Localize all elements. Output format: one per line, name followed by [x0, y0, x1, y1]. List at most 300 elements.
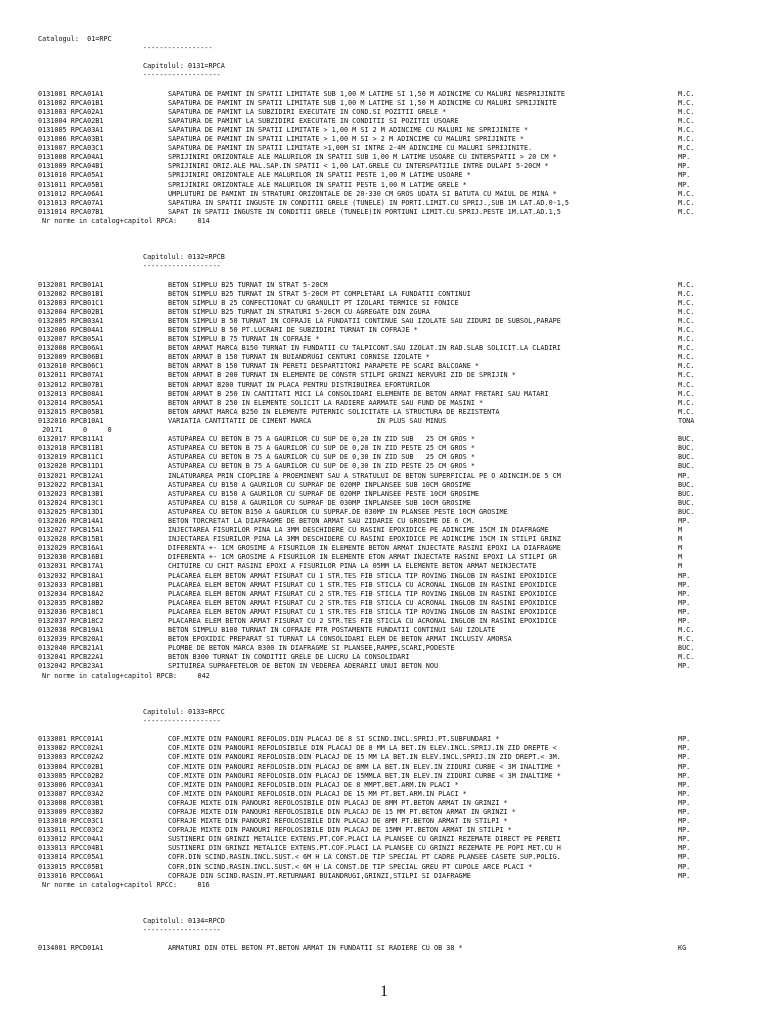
norm-row — [38, 799, 758, 808]
norm-desc: BETON SIMPLU B 50 PT.LUCRARI DE SUBZIDIRI TURNAT IN COFRAJE * — [168, 326, 418, 334]
norm-row — [38, 90, 758, 99]
norm-code: 0132035 RPCB18B2 — [38, 598, 104, 607]
norm-unit: BUC. — [678, 462, 695, 471]
norm-desc: COFRAJE MIXTE DIN PANOURI REFOLOSIBILE DIN PLACAJ DE 15MM PT.BETON ARMAT IN STILPI * — [168, 826, 512, 835]
norm-code: 0132029 RPCB16A1 — [38, 544, 104, 553]
blank-line — [38, 235, 758, 244]
norm-desc: SAPATURA DE PAMINT IN SPATII LIMITATE > 1,00 M SI > 2 M ADINCIME CU MALURI SPRIJINITE * — [168, 135, 525, 144]
norm-unit: MP. — [678, 471, 691, 480]
norm-code: 0133003 RPCC02A2 — [38, 753, 104, 762]
norm-row — [38, 190, 758, 199]
norm-row — [38, 472, 758, 481]
norm-code: 0131011 RPCA05B1 — [38, 180, 104, 189]
norm-row — [38, 171, 758, 180]
norm-row — [38, 763, 758, 772]
norm-desc: PLACAREA ELEM BETON ARMAT FISURAT CU 1 STR.TES FIB STICLA TIP ROVING INGLOB IN RASINI EPOXIDICE — [168, 607, 557, 616]
norm-row — [38, 562, 758, 571]
norm-unit: M.C. — [678, 189, 695, 198]
norm-desc: BETON ARMAT B 250 IN ELEMENTE SOLICIT LA RADIERE AARMATE SAU FUND DE MASINI * — [168, 398, 484, 407]
norm-row — [38, 508, 758, 517]
norm-code: 0131013 RPCA07A1 — [38, 198, 104, 207]
norm-unit: M — [678, 544, 683, 553]
norm-row — [38, 772, 758, 781]
norm-desc: SAPATURA DE PAMINT IN SPATII LIMITATE > 1,00 M SI 2 M ADINCIME CU MALURI NE SPRIJINITE * — [168, 125, 529, 134]
norm-unit: M.C. — [678, 653, 695, 662]
norm-unit: MP. — [678, 817, 691, 826]
chapter-summary: Nr norme in catalog+capitol RPCA: 014 — [42, 216, 210, 225]
norm-desc: BETON ARMAT B 250 IN CANTITATI MICI LA CONSOLIDARI ELEMENTE DE BETON ARMAT FRETARI SAU MATARI — [168, 389, 549, 398]
norm-code: 0132016 RPCB10A1 — [38, 416, 104, 425]
norm-row — [38, 626, 758, 635]
document-page — [38, 35, 758, 953]
norm-row — [38, 126, 758, 135]
blank-line — [38, 271, 758, 280]
catalog-line: Catalogul: 01=RPC — [38, 35, 112, 43]
norm-unit: BUC. — [678, 644, 695, 653]
norm-desc: BETON ARMAT MARCA B250 IN ELEMENTE PUTERNIC SOLICITATE LA STRUCTURA DE REZISTENTA — [168, 407, 500, 416]
norm-desc: SAPATURA DE PAMINT IN SPATII LIMITATE SUB 1,00 M LATIME SI 1,50 M ADINCIME CU MALURI NESPRIJINITE — [168, 89, 565, 98]
page-number: 1 — [380, 983, 388, 1000]
norm-unit: M.C. — [678, 316, 695, 325]
norm-code: 0132005 RPCB03A1 — [38, 316, 104, 325]
norm-desc: ASTUPAREA CU BETON B 75 A GAURILOR CU SUP DE 0,20 IN ZID SUB 25 CM GROS * — [168, 435, 475, 444]
norm-desc: SAPATURA DE PAMINT IN SPATII LIMITATE >1,00M SI INTRE 2-4M ADINCIME CU MALURI SPRIJINITE. — [168, 144, 533, 153]
norm-desc: COF.MIXTE DIN PANOURI REFOLOSIB.DIN PLACAJ DE 15 MM PT.BET.ARM.IN PLACI * — [168, 789, 467, 798]
norm-unit: MP. — [678, 589, 691, 598]
norm-row — [38, 353, 758, 362]
norm-unit: M.C. — [678, 398, 695, 407]
norm-code: 0132037 RPCB18C2 — [38, 617, 104, 625]
norm-code: 0132032 RPCB18A1 — [38, 571, 104, 580]
norm-code: 0131010 RPCA05A1 — [38, 171, 104, 180]
norm-row — [38, 426, 758, 435]
norm-unit: BUC. — [678, 435, 695, 444]
norm-desc: SPITUIREA SUPRAFETELOR DE BETON IN VEDEREA ADERARII UNUI BETON NOU — [168, 662, 439, 671]
norm-row — [38, 317, 758, 326]
norm-row — [38, 853, 758, 862]
norm-row — [38, 117, 758, 126]
norm-desc: INJECTAREA FISURILOR PINA LA 3MM DESCHIDERE CU RASINI EPOXIDICE PE ADINCIME 15CM IN DIAFRAGME — [168, 526, 549, 535]
norm-code: 0131008 RPCA04A1 — [38, 153, 104, 162]
norm-desc: SAPATURA DE PAMINT LA SUBZIDIRI EXECUTATE IN COND.SI POZITII GRELE * — [168, 107, 447, 116]
norm-row — [38, 208, 758, 217]
norm-desc: DIFERENTA +- 1CM GROSIME A FISURILOR IN ELEMENTE ETON ARMAT INJECTATE RASINI EPOXI LA STILPI GR — [168, 553, 557, 562]
norm-code: 0132019 RPCB11C1 — [38, 453, 104, 462]
norm-row — [38, 644, 758, 653]
norm-desc: COFRAJE DIN SCIND.RASIN.PT.RETURNARI BUIANDRUGI,GRINZI,STILPI SI DIAFRAGME — [168, 871, 471, 880]
norm-code: 0133011 RPCC03C2 — [38, 826, 104, 835]
norm-code: 0132028 RPCB15B1 — [38, 535, 104, 544]
norm-desc: BETON SIMPLU B 25 CONFECTIONAT CU GRANULIT PT IZOLARI TERMICE SI FONICE — [168, 298, 459, 307]
norm-row — [38, 844, 758, 853]
norm-desc: COFR.DIN SCIND.RASIN.INCL.SUST.< 6M H LA CONST.DE TIP SPECIAL GREU PT CUPOLE ARCE PLACI * — [168, 862, 533, 871]
norm-unit: M.C. — [678, 98, 695, 107]
norm-desc: COF.MIXTE DIN PANOURI REFOLOSIB.DIN PLACAJ DE 8 MMPT.BET.ARM.IN PLACI * — [168, 780, 459, 789]
norm-row — [38, 490, 758, 499]
norm-unit: MP. — [678, 853, 691, 862]
norm-row — [38, 108, 758, 117]
norm-unit: MP. — [678, 762, 691, 771]
norm-unit: MP. — [678, 180, 691, 189]
norm-code: 0133008 RPCC03B1 — [38, 798, 104, 807]
norm-code: 0131003 RPCA02A1 — [38, 107, 104, 116]
norm-desc: UMPLUTURI DE PAMINT IN STRATURI ORIZONTALE DE 20-330 CM GROS UDATA SI BATUTA CU MAIUL DE MINA * — [168, 189, 557, 198]
norm-unit: MP. — [678, 871, 691, 880]
chapter-title: Capitolul: 0132=RPCB — [143, 253, 225, 262]
norm-code: 0132010 RPCB06C1 — [38, 362, 104, 371]
norm-row — [38, 290, 758, 299]
norm-desc: COF.MIXTE DIN PANOURI REFOLOSIB.DIN PLACAJ DE 8MM LA BET.IN ELEV.IN ZIDURI CURBE < 3M INALTIME * — [168, 762, 561, 771]
norm-unit: KG — [678, 944, 687, 953]
norm-desc: SPRIJINIRI ORIZ.ALE MAL.SAP.IN SPATII < 1,00 LAT.GRELE CU INTERSPATIILE INTRE DULAPI 5-20CM * — [168, 162, 549, 171]
norm-desc: BETON SIMPLU B25 TURNAT IN STRATURI 5-20CM CU AGREGATE DIN ZGURA — [168, 307, 430, 316]
norm-code: 0132018 RPCB11B1 — [38, 444, 104, 453]
norm-row — [38, 808, 758, 817]
norm-row — [38, 817, 758, 826]
norm-unit: MP. — [678, 780, 691, 789]
norm-code: 0132012 RPCB07B1 — [38, 380, 104, 389]
norm-unit: M.C. — [678, 389, 695, 398]
blank-line — [38, 699, 758, 708]
norm-code: 0133002 RPCC02A1 — [38, 744, 104, 753]
norm-code: 0134001 RPCD01A1 — [38, 944, 104, 953]
blank-line — [38, 690, 758, 699]
norm-desc: BETON TORCRETAT LA DIAFRAGME DE BETON ARMAT SAU ZIDARIE CU GROSIME DE 6 CM. — [168, 516, 475, 525]
norm-row — [38, 99, 758, 108]
norm-unit: M.C. — [678, 407, 695, 416]
norm-code: 0132014 RPCB05A1 — [38, 398, 104, 407]
norm-unit: MP. — [678, 844, 691, 853]
norm-desc: BETON SIMPLU B25 TURNAT IN STRAT 5-20CM PT COMPLETARI LA FUNDATII CONTINUI — [168, 289, 471, 298]
blank-line — [38, 899, 758, 908]
norm-unit: M.C. — [678, 207, 695, 216]
norm-desc: ARMATURI DIN OTEL BETON PT.BETON ARMAT IN FUNDATII SI RADIERE CU OB 38 * — [168, 944, 463, 953]
norm-code: 0132040 RPCB21A1 — [38, 644, 104, 653]
norm-row — [38, 544, 758, 553]
norm-row — [38, 362, 758, 371]
norm-unit: MP. — [678, 789, 691, 798]
norm-desc: SPRIJINIRI ORIZONTALE ALE MALURILOR IN SPATII PESTE 1,00 M LATIME USOARE * — [168, 171, 471, 180]
norm-code: 0132020 RPCB11D1 — [38, 462, 104, 471]
chapter-underline: ------------------- — [143, 262, 221, 271]
norm-desc: BETON SIMPLU B 75 TURNAT IN COFRAJE * — [168, 335, 320, 344]
norm-unit: MP. — [678, 662, 691, 671]
norm-code: 0133014 RPCC05A1 — [38, 853, 104, 862]
norm-unit: MP. — [678, 807, 691, 816]
norm-unit: BUC. — [678, 489, 695, 498]
norm-row — [38, 553, 758, 562]
norm-desc: PLACAREA ELEM BETON ARMAT FISURAT CU 2 STR.TES FIB STICLA CU ACRONAL INGLOB IN RASINI EPOXIDICE — [168, 598, 557, 607]
norm-desc: BETON SIMPLU B100 TURNAT IN COFRAJE PTR POSTAMENTE FUNDATII CONTINUI SAU IZOLATE — [168, 626, 496, 635]
norm-desc: SUSTINERI DIN GRINZI METALICE EXTENS.PT.COF.PLACI LA PLANSEE CU GRINZI REZEMATE PE POPI MET.CU H — [168, 844, 561, 853]
norm-row — [38, 599, 758, 608]
chapter-underline: ------------------- — [143, 926, 221, 935]
norm-unit: M.C. — [678, 135, 695, 144]
norm-code: 0132015 RPCB05B1 — [38, 407, 104, 416]
norm-code: 0133004 RPCC02B1 — [38, 762, 104, 771]
norm-desc: BETON SIMPLU B 50 TURNAT IN COFRAJE LA FUNDATII CONTINUE SAU IZOLATE SAU ZIDURI DE SUBSOL,PARAPE — [168, 316, 561, 325]
norm-unit: M.C. — [678, 371, 695, 380]
norm-code: 0131014 RPCA07B1 — [38, 207, 104, 216]
catalog-underline: ----------------- — [143, 44, 213, 53]
norm-row — [38, 872, 758, 881]
norm-code: 0131002 RPCA01B1 — [38, 98, 104, 107]
norm-code: 0132021 RPCB12A1 — [38, 471, 104, 480]
norm-code: 0132034 RPCB18A2 — [38, 589, 104, 598]
blank-line — [38, 726, 758, 735]
norm-row — [38, 199, 758, 208]
norm-desc: BETON ARMAT B200 TURNAT IN PLACA PENTRU DISTRIBUIREA EFORTURILOR — [168, 380, 430, 389]
norm-unit: MP. — [678, 162, 691, 171]
norm-row — [38, 135, 758, 144]
norm-row — [38, 744, 758, 753]
norm-code: 0133016 RPCC06A1 — [38, 871, 104, 880]
norm-unit: M.C. — [678, 144, 695, 153]
norm-row — [38, 344, 758, 353]
norm-row — [38, 153, 758, 162]
norm-unit: MP. — [678, 580, 691, 589]
blank-line — [38, 935, 758, 944]
chapter-summary: Nr norme in catalog+capitol RPCC: 016 — [42, 880, 210, 889]
norm-unit: MP. — [678, 153, 691, 162]
blank-line — [38, 244, 758, 253]
norm-code: 0132022 RPCB13A1 — [38, 480, 104, 489]
norm-unit: MP. — [678, 826, 691, 835]
norm-code: 0133015 RPCC05B1 — [38, 862, 104, 871]
norm-code: 0132039 RPCB20A1 — [38, 635, 104, 644]
norm-unit: BUC. — [678, 444, 695, 453]
blank-line — [38, 890, 758, 899]
norm-unit: M.C. — [678, 280, 695, 289]
norm-row — [38, 790, 758, 799]
blank-line — [38, 226, 758, 235]
norm-row — [38, 417, 758, 426]
norm-unit: BUC. — [678, 507, 695, 516]
norm-row — [38, 753, 758, 762]
norm-unit: BUC. — [678, 480, 695, 489]
norm-unit: MP. — [678, 735, 691, 744]
norm-code: 0132006 RPCB04A1 — [38, 326, 104, 334]
norm-unit: M.C. — [678, 380, 695, 389]
norm-code: 0132027 RPCB15A1 — [38, 526, 104, 535]
norm-code: 0132017 RPCB11A1 — [38, 435, 104, 444]
norm-row — [38, 499, 758, 508]
norm-unit: M.C. — [678, 289, 695, 298]
norm-row — [38, 181, 758, 190]
norm-row — [38, 653, 758, 662]
norm-unit: M.C. — [678, 353, 695, 362]
blank-line — [38, 80, 758, 89]
norm-code: 0132001 RPCB01A1 — [38, 280, 104, 289]
norm-desc: SAPATURA DE PAMINT IN SPATII LIMITATE SUB 1,00 M LATIME SI 1,50 M ADINCIME CU MALURI SPRIJINITE — [168, 98, 557, 107]
norm-desc: PLACAREA ELEM BETON ARMAT FISURAT CU 1 STR.TES FIB STICLA CU ACRONAL INGLOB IN RASINI EPOXIDICE — [168, 580, 557, 589]
norm-code: 0133001 RPCC01A1 — [38, 735, 104, 744]
norm-row — [38, 308, 758, 317]
norm-code: 0132026 RPCB14A1 — [38, 516, 104, 525]
norm-row — [38, 835, 758, 844]
norm-unit: M.C. — [678, 335, 695, 344]
norm-row — [38, 581, 758, 590]
norm-code: 0132042 RPCB23A1 — [38, 662, 104, 671]
norm-code: 0131005 RPCA03A1 — [38, 125, 104, 134]
norm-desc: SUSTINERI DIN GRINZI METALICE EXTENS.PT.COF.PLACI LA PLANSEE CU GRINZI REZEMATE DIRECT PE PERETI — [168, 835, 561, 844]
norm-unit: M.C. — [678, 89, 695, 98]
norm-desc: INLATURAREA PRIN CIOPLIRE A PROEMINENT SAU A STRATULUI DE BETON SUPERFICIAL PE O ADINCIM.DE 5 CM — [168, 471, 561, 480]
norm-unit: BUC. — [678, 498, 695, 507]
norm-row — [38, 608, 758, 617]
norm-code: 20171 0 0 — [38, 426, 112, 435]
norm-unit: M.C. — [678, 125, 695, 134]
norm-unit: M — [678, 535, 683, 544]
norm-code: 0133006 RPCC03A1 — [38, 780, 104, 789]
norm-desc: BETON ARMAT B 200 TURNAT IN ELEMENTE DE CONSTR STILPI GRINZI NERVURI ZID DE SPRIJIN * — [168, 371, 516, 380]
norm-code: 0132009 RPCB06B1 — [38, 353, 104, 362]
norm-unit: M.C. — [678, 626, 695, 635]
norm-code: 0131007 RPCA03C1 — [38, 144, 104, 153]
chapter-underline: ------------------- — [143, 717, 221, 726]
norm-unit: M.C. — [678, 326, 695, 334]
norm-unit: M.C. — [678, 198, 695, 207]
norm-desc: ASTUPAREA CU B150 A GAURILOR CU SUPRAF DE 020MP INPLANSEE SUB 10CM GROSIME — [168, 480, 471, 489]
norm-desc: PLACAREA ELEM BETON ARMAT FISURAT CU 2 STR.TES FIB STICLA CU ACRONAL INGLOB IN RASINI EPOXIDICE — [168, 617, 557, 625]
norm-code: 0132002 RPCB01B1 — [38, 289, 104, 298]
norm-row — [38, 281, 758, 290]
norm-desc: SPRIJINIRI ORIZONTALE ALE MALURILOR IN SPATII PESTE 1,00 M LATIME GRELE * — [168, 180, 467, 189]
norm-row — [38, 399, 758, 408]
norm-row — [38, 462, 758, 471]
norm-code: 0131009 RPCA04B1 — [38, 162, 104, 171]
norm-code: 0133007 RPCC03A2 — [38, 789, 104, 798]
norm-unit: M — [678, 562, 683, 571]
norm-row — [38, 144, 758, 153]
norm-desc: COFRAJE MIXTE DIN PANOURI REFOLOSIBILE DIN PLACAJ DE 15 MM PT.BETON ARMAT IN GRINZI * — [168, 807, 516, 816]
norm-code: 0132007 RPCB05A1 — [38, 335, 104, 344]
norm-desc: ASTUPAREA CU B150 A GAURILOR CU SUPRAF DE 020MP INPLANSEE PESTE 10CM GROSIME — [168, 489, 479, 498]
norm-desc: ASTUPAREA CU BETON B150 A GAURILOR CU SUPRAF.DE 030MP IN PLANSEE PESTE 10CM GROSIME — [168, 507, 508, 516]
blank-line — [38, 908, 758, 917]
chapter-summary: Nr norme in catalog+capitol RPCB: 042 — [42, 671, 210, 680]
norm-code: 0133005 RPCC02B2 — [38, 771, 104, 780]
norm-code: 0132004 RPCB02B1 — [38, 307, 104, 316]
norm-unit: MP. — [678, 771, 691, 780]
norm-desc: SAPAT IN SPATII INGUSTE IN CONDITII GRELE (TUNELE)IN PORTIUNI LIMIT.CU SPRIJ.PESTE 1M.LAT.AD.1,5 — [168, 207, 561, 216]
norm-unit: M.C. — [678, 107, 695, 116]
norm-code: 0132033 RPCB18B1 — [38, 580, 104, 589]
norm-row — [38, 635, 758, 644]
norm-unit: MP. — [678, 598, 691, 607]
norm-code: 0132003 RPCB01C1 — [38, 298, 104, 307]
norm-unit: MP. — [678, 571, 691, 580]
norm-desc: COFRAJE MIXTE DIN PANOURI REFOLOSIBILE DIN PLACAJ DE 8MM PT.BETON ARMAT IN GRINZI * — [168, 798, 508, 807]
blank-line — [38, 681, 758, 690]
norm-desc: COF.MIXTE DIN PANOURI REFOLOS.DIN PLACAJ DE 8 SI SCIND.INCL.SPRIJ.PT.SUBFUNDARI * — [168, 735, 500, 744]
norm-code: 0133012 RPCC04A1 — [38, 835, 104, 844]
norm-code: 0132025 RPCB13D1 — [38, 507, 104, 516]
norm-unit: MP. — [678, 607, 691, 616]
norm-desc: SAPATURA DE PAMINT LA SUBZIDIRI EXECUTATE IN CONDITII SI POZITII USOARE — [168, 116, 459, 125]
norm-code: 0131001 RPCA01A1 — [38, 89, 104, 98]
norm-code: 0132008 RPCB06A1 — [38, 344, 104, 353]
blank-line — [38, 53, 758, 62]
norm-row — [38, 863, 758, 872]
norm-unit: MP. — [678, 617, 691, 625]
norm-row — [38, 481, 758, 490]
norm-code: 0132038 RPCB19A1 — [38, 626, 104, 635]
norm-row — [38, 590, 758, 599]
norm-desc: COF.MIXTE DIN PANOURI REFOLOSIB.DIN PLACAJ DE 15MMLA BET.IN ELEV.IN ZIDURI CURBE < 3M INALTIME * — [168, 771, 561, 780]
norm-desc: ASTUPAREA CU BETON B 75 A GAURILOR CU SUP DE 0,20 IN ZID PESTE 25 CM GROS * — [168, 444, 475, 453]
norm-row — [38, 617, 758, 626]
norm-code: 0131006 RPCA03B1 — [38, 135, 104, 144]
norm-row — [38, 662, 758, 671]
norm-code: 0132013 RPCB08A1 — [38, 389, 104, 398]
norm-desc: SPRIJINIRI ORIZONTALE ALE MALURILOR IN SPATII SUB 1,00 M LATIME USOARE CU INTERSPATII > 20 CM * — [168, 153, 557, 162]
norm-unit: MP. — [678, 171, 691, 180]
norm-desc: COF.MIXTE DIN PANOURI REFOLOSIB.DIN PLACAJ DE 15 MM LA BET.IN ELEV.INCL.SPRIJ.IN ZID DREPT.< 3M. — [168, 753, 561, 762]
norm-row — [38, 390, 758, 399]
norm-row — [38, 781, 758, 790]
norm-desc: CHITUIRE CU CHIT RASINI EPOXI A FISURILOR PINA LA 05MM LA ELEMENTE BETON ARMAT NEINJECTATE — [168, 562, 537, 571]
norm-row — [38, 371, 758, 380]
chapter-title: Capitolul: 0131=RPCA — [143, 62, 225, 71]
norm-unit: MP. — [678, 862, 691, 871]
norm-code: 0132041 RPCB22A1 — [38, 653, 104, 662]
norm-row — [38, 526, 758, 535]
norm-row — [38, 299, 758, 308]
norm-row — [38, 326, 758, 335]
norm-unit: TONA — [678, 416, 695, 425]
norm-desc: BETON ARMAT MARCA B150 TURNAT IN FUNDATII CU TALPICONT.SAU IZOLAT.IN RAD.SLAB SOLICIT.LA CLADIRI — [168, 344, 561, 353]
norm-desc: ASTUPAREA CU B150 A GAURILOR CU SUPRAF DE 030MP INPLANSEE SUB 10CM GROSIME — [168, 498, 471, 507]
norm-unit: M — [678, 553, 683, 562]
norm-unit: M.C. — [678, 344, 695, 353]
norm-desc: PLOMBE DE BETON MARCA B300 IN DIAFRAGME SI PLANSEE,RAMPE,SCARI,PODESTE — [168, 644, 455, 653]
norm-desc: PLACAREA ELEM BETON ARMAT FISURAT CU 2 STR.TES FIB STICLA TIP ROVING INGLOB IN RASINI EPOXIDICE — [168, 589, 557, 598]
norm-row — [38, 517, 758, 526]
norm-row — [38, 535, 758, 544]
norm-code: 0132024 RPCB13C1 — [38, 498, 104, 507]
norm-code: 0132011 RPCB07A1 — [38, 371, 104, 380]
norm-code: 0133010 RPCC03C1 — [38, 817, 104, 826]
norm-code: 0131012 RPCA06A1 — [38, 189, 104, 198]
norm-desc: BETON EPOXIDIC PREPARAT SI TURNAT LA CONSOLIDARI ELEM DE BETON ARMAT INCLUSIV AMORSA — [168, 635, 512, 644]
norm-unit: M.C. — [678, 635, 695, 644]
norm-row — [38, 335, 758, 344]
norm-unit: M.C. — [678, 298, 695, 307]
norm-desc: PLACAREA ELEM BETON ARMAT FISURAT CU 1 STR.TES FIB STICLA TIP ROVING INGLOB IN RASINI EPOXIDICE — [168, 571, 557, 580]
norm-row — [38, 826, 758, 835]
chapter-title: Capitolul: 0133=RPCC — [143, 707, 225, 716]
chapter-underline: ------------------- — [143, 71, 221, 80]
norm-row — [38, 453, 758, 462]
norm-unit: MP. — [678, 744, 691, 753]
norm-row — [38, 381, 758, 390]
norm-unit: MP. — [678, 516, 691, 525]
norm-row — [38, 435, 758, 444]
norm-desc: ASTUPAREA CU BETON B 75 A GAURILOR CU SUP DE 0,30 IN ZID SUB 25 CM GROS * — [168, 453, 475, 462]
chapter-title: Capitolul: 0134=RPCD — [143, 917, 225, 926]
norm-unit: M — [678, 526, 683, 535]
norm-desc: BETON B300 TURNAT IN CONDITII GRELE DE LUCRU LA CONSOLIDARI — [168, 653, 410, 662]
norm-desc: COFR.DIN SCIND.RASIN.INCL.SUST.< 6M H LA CONST.DE TIP SPECIAL PT CADRE PLANSEE CASETE SUP.POLIG. — [168, 853, 561, 862]
norm-unit: M.C. — [678, 307, 695, 316]
norm-row — [38, 162, 758, 171]
norm-desc: ASTUPAREA CU BETON B 75 A GAURILOR CU SUP DE 0,30 IN ZID PESTE 25 CM GROS * — [168, 462, 475, 471]
norm-desc: COFRAJE MIXTE DIN PANOURI REFOLOSIBILE DIN PLACAJ DE 8MM PT.BETON ARMAT IN STILPI * — [168, 817, 508, 826]
norm-desc: BETON ARMAT B 150 TURNAT IN BUIANDRUGI CENTURI CORNISE IZOLATE * — [168, 353, 430, 362]
norm-desc: VARIATIA CANTITATII DE CIMENT MARCA IN PLUS SAU MINUS — [168, 416, 447, 425]
norm-code: 0133009 RPCC03B2 — [38, 807, 104, 816]
